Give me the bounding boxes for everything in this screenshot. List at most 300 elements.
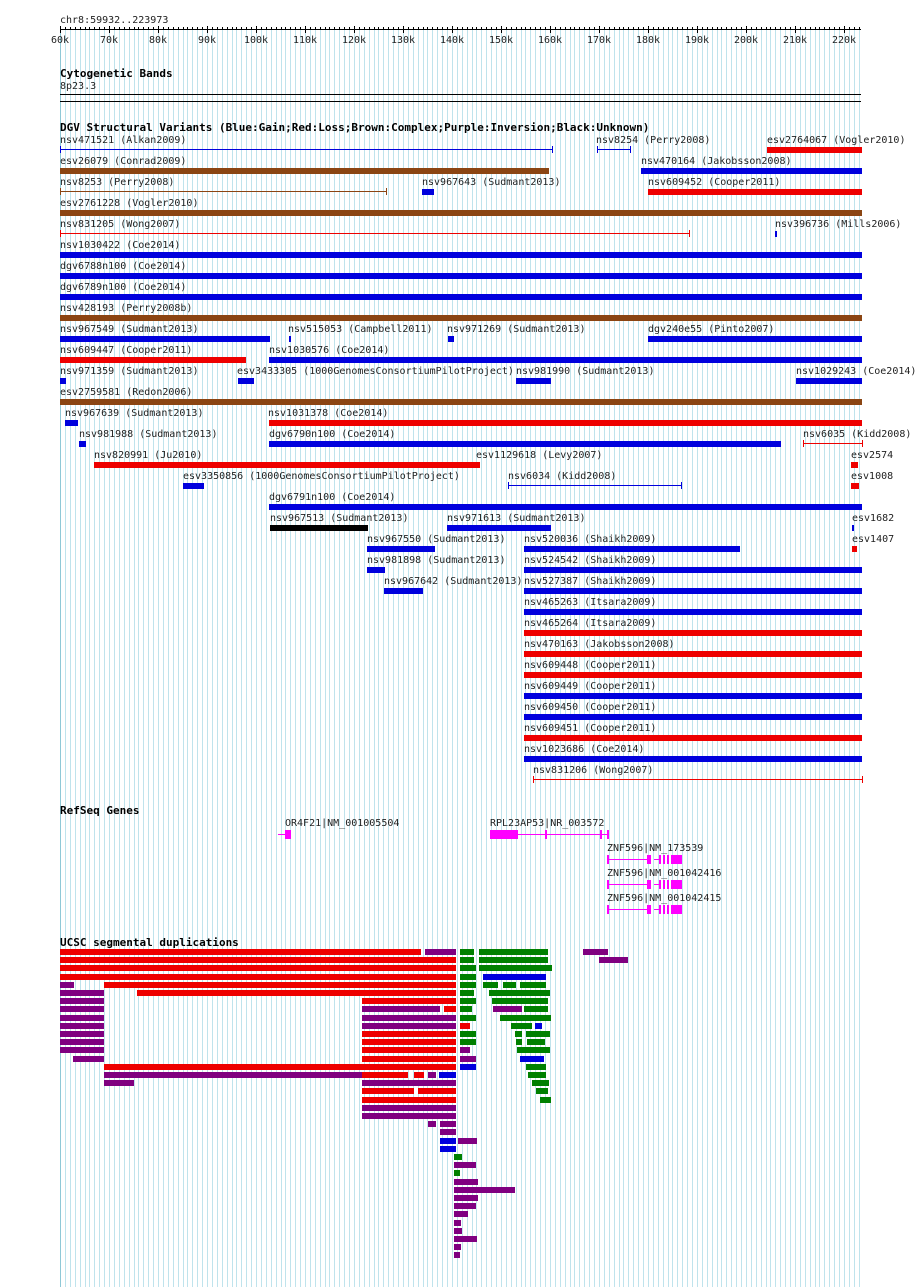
dgv-feature-bar[interactable]	[524, 756, 862, 762]
dgv-feature-bar[interactable]	[269, 504, 862, 510]
cytoband-track-title: Cytogenetic Bands	[60, 67, 173, 80]
segdup-feature[interactable]	[493, 1006, 522, 1012]
dgv-feature-bar[interactable]	[533, 779, 862, 780]
dgv-feature-bar[interactable]	[447, 525, 551, 531]
segdup-feature[interactable]	[460, 982, 476, 988]
dgv-feature-label[interactable]: nsv1023686 (Coe2014)	[524, 744, 645, 755]
segdup-feature[interactable]	[362, 1113, 456, 1119]
ruler-minor-tick	[481, 27, 482, 30]
dgv-feature-bar[interactable]	[269, 441, 781, 447]
segdup-feature[interactable]	[599, 957, 628, 963]
refseq-exon[interactable]	[285, 830, 291, 839]
refseq-exon[interactable]	[671, 880, 682, 889]
dgv-feature-label[interactable]: esv1129618 (Levy2007)	[476, 450, 603, 461]
dgv-feature-bar[interactable]	[238, 378, 254, 384]
ruler-minor-tick	[271, 27, 272, 30]
dgv-feature-bar[interactable]	[367, 546, 435, 552]
segdup-feature[interactable]	[460, 974, 476, 980]
segdup-feature[interactable]	[60, 998, 104, 1004]
dgv-feature-bar[interactable]	[524, 588, 862, 594]
dgv-feature-label[interactable]: esv3433305 (1000GenomesConsortiumPilotProject)	[237, 366, 514, 377]
segdup-feature[interactable]	[479, 949, 548, 955]
ruler-tick-label: 70k	[100, 35, 119, 46]
dgv-feature-label[interactable]: nsv1031378 (Coe2014)	[268, 408, 389, 419]
ruler-minor-tick	[119, 27, 120, 30]
segdup-feature[interactable]	[454, 1195, 478, 1201]
dgv-feature-bar[interactable]	[60, 149, 552, 150]
ruler-minor-tick	[746, 26, 747, 33]
refseq-intron[interactable]	[518, 834, 608, 835]
segdup-feature[interactable]	[479, 965, 552, 971]
segdup-feature[interactable]	[362, 1031, 456, 1037]
dgv-feature-bar[interactable]	[524, 630, 862, 636]
segdup-feature[interactable]	[520, 982, 546, 988]
refseq-exon[interactable]	[607, 830, 609, 839]
segdup-feature[interactable]	[440, 1146, 456, 1152]
dgv-feature-bar[interactable]	[79, 441, 86, 447]
refseq-exon[interactable]	[663, 855, 665, 864]
dgv-feature-label[interactable]: esv26079 (Conrad2009)	[60, 156, 187, 167]
segdup-feature[interactable]	[104, 1064, 456, 1070]
segdup-feature[interactable]	[454, 1170, 460, 1176]
segdup-feature[interactable]	[454, 1203, 476, 1209]
dgv-feature-label[interactable]: nsv6035 (Kidd2008)	[803, 429, 912, 440]
dgv-feature-bar[interactable]	[508, 485, 681, 486]
ruler-minor-tick	[805, 27, 806, 30]
ruler-minor-tick	[251, 27, 252, 30]
segdup-feature[interactable]	[460, 1047, 470, 1053]
dgv-feature-label[interactable]: esv2764067 (Vogler2010)	[767, 135, 906, 146]
segdup-feature[interactable]	[527, 1039, 545, 1045]
segdup-feature[interactable]	[362, 998, 456, 1004]
dgv-feature-bar[interactable]	[448, 336, 454, 342]
ruler-minor-tick	[334, 27, 335, 30]
dgv-feature-bar[interactable]	[60, 357, 246, 363]
segdup-feature[interactable]	[454, 1252, 460, 1258]
segdup-feature[interactable]	[104, 1080, 134, 1086]
dgv-feature-label[interactable]: nsv465263 (Itsara2009)	[524, 597, 657, 608]
refseq-exon[interactable]	[667, 905, 669, 914]
dgv-feature-label[interactable]: nsv515053 (Campbell2011)	[288, 324, 433, 335]
dgv-feature-bar[interactable]	[60, 210, 862, 216]
refseq-gene-label[interactable]: OR4F21|NM_001005504	[285, 818, 400, 829]
segdup-feature[interactable]	[454, 1211, 468, 1217]
dgv-feature-bar[interactable]	[60, 168, 549, 174]
dgv-feature-bar[interactable]	[796, 378, 862, 384]
dgv-feature-bar[interactable]	[803, 443, 862, 444]
dgv-feature-bar[interactable]	[524, 672, 862, 678]
segdup-feature[interactable]	[362, 1088, 414, 1094]
segdup-feature[interactable]	[460, 949, 474, 955]
dgv-feature-label[interactable]: nsv967550 (Sudmant2013)	[367, 534, 506, 545]
dgv-feature-label[interactable]: nsv971269 (Sudmant2013)	[447, 324, 586, 335]
ruler-minor-tick	[697, 26, 698, 33]
refseq-intron[interactable]	[608, 884, 650, 885]
ruler-minor-tick	[104, 27, 105, 30]
segdup-feature[interactable]	[362, 1105, 456, 1111]
dgv-feature-bar[interactable]	[94, 462, 480, 468]
dgv-feature-bar[interactable]	[269, 357, 862, 363]
refseq-exon[interactable]	[663, 880, 665, 889]
dgv-feature-label[interactable]: nsv831206 (Wong2007)	[533, 765, 654, 776]
dgv-feature-bar[interactable]	[524, 567, 862, 573]
dgv-feature-bar[interactable]	[60, 252, 862, 258]
segdup-feature[interactable]	[60, 1006, 104, 1012]
refseq-exon[interactable]	[671, 905, 682, 914]
segdup-feature[interactable]	[460, 1031, 476, 1037]
segdup-feature[interactable]	[428, 1121, 436, 1127]
ruler-minor-tick	[653, 27, 654, 30]
dgv-feature-label[interactable]: nsv967642 (Sudmant2013)	[384, 576, 523, 587]
segdup-feature[interactable]	[460, 1056, 476, 1062]
ruler-tick-label: 140k	[440, 35, 465, 46]
segdup-feature[interactable]	[460, 1015, 476, 1021]
dgv-feature-label[interactable]: esv1008	[851, 471, 894, 482]
segdup-feature[interactable]	[454, 1179, 478, 1185]
segdup-feature[interactable]	[526, 1031, 550, 1037]
ruler-minor-tick	[457, 27, 458, 30]
dgv-feature-label[interactable]: nsv465264 (Itsara2009)	[524, 618, 657, 629]
ruler-minor-tick	[525, 27, 526, 30]
segdup-feature[interactable]	[362, 1097, 456, 1103]
ruler-minor-tick	[222, 27, 223, 30]
dgv-feature-bar[interactable]	[524, 651, 862, 657]
dgv-feature-label[interactable]: esv1407	[852, 534, 895, 545]
segdup-feature[interactable]	[479, 957, 548, 963]
refseq-exon[interactable]	[647, 880, 651, 889]
segdup-feature[interactable]	[503, 982, 516, 988]
segdup-feature[interactable]	[460, 957, 474, 963]
dgv-feature-bar[interactable]	[648, 336, 862, 342]
segdup-feature[interactable]	[362, 1047, 456, 1053]
segdup-feature[interactable]	[454, 1236, 477, 1242]
ruler-minor-tick	[423, 27, 424, 30]
segdup-feature[interactable]	[454, 1220, 461, 1226]
dgv-feature-bar[interactable]	[65, 420, 78, 426]
ruler-minor-tick	[511, 27, 512, 30]
dgv-feature-label[interactable]: nsv609450 (Cooper2011)	[524, 702, 657, 713]
refseq-exon[interactable]	[600, 830, 602, 839]
dgv-feature-label[interactable]: dgv6791n100 (Coe2014)	[269, 492, 396, 503]
dgv-feature-label[interactable]: nsv527387 (Shaikh2009)	[524, 576, 657, 587]
ruler-minor-tick	[751, 27, 752, 30]
dgv-feature-label[interactable]: nsv8254 (Perry2008)	[596, 135, 711, 146]
segdup-feature[interactable]	[425, 949, 456, 955]
dgv-feature-label[interactable]: dgv6789n100 (Coe2014)	[60, 282, 187, 293]
dgv-feature-label[interactable]: nsv1030576 (Coe2014)	[269, 345, 390, 356]
ruler-minor-tick	[712, 27, 713, 30]
dgv-feature-bar[interactable]	[60, 294, 862, 300]
dgv-feature-bar[interactable]	[524, 693, 862, 699]
ruler-minor-tick	[236, 27, 237, 30]
segdup-feature[interactable]	[137, 990, 456, 996]
dgv-feature-label[interactable]: nsv428193 (Perry2008b)	[60, 303, 193, 314]
ruler-minor-tick	[770, 27, 771, 30]
segdup-feature[interactable]	[454, 1244, 461, 1250]
segdup-feature[interactable]	[440, 1129, 456, 1135]
segdup-feature[interactable]	[512, 974, 546, 980]
refseq-exon[interactable]	[490, 830, 518, 839]
ruler-minor-tick	[677, 27, 678, 30]
segdup-feature[interactable]	[414, 1072, 424, 1078]
dgv-feature-label[interactable]: nsv6034 (Kidd2008)	[508, 471, 617, 482]
dgv-feature-label[interactable]: nsv981898 (Sudmant2013)	[367, 555, 506, 566]
ruler-minor-tick	[364, 27, 365, 30]
dgv-feature-label[interactable]: nsv609451 (Cooper2011)	[524, 723, 657, 734]
ruler-minor-tick	[197, 27, 198, 30]
dgv-feature-bar[interactable]	[851, 483, 859, 489]
dgv-feature-bar[interactable]	[641, 168, 862, 174]
dgv-feature-label[interactable]: nsv981988 (Sudmant2013)	[79, 429, 218, 440]
segdup-feature[interactable]	[104, 982, 456, 988]
dgv-feature-label[interactable]: esv2761228 (Vogler2010)	[60, 198, 199, 209]
refseq-exon[interactable]	[663, 905, 665, 914]
dgv-feature-bar[interactable]	[269, 420, 862, 426]
dgv-feature-label[interactable]: nsv967549 (Sudmant2013)	[60, 324, 199, 335]
dgv-feature-label[interactable]: nsv981990 (Sudmant2013)	[516, 366, 655, 377]
segdup-feature[interactable]	[60, 974, 456, 980]
segdup-feature[interactable]	[532, 1080, 549, 1086]
dgv-feature-bar[interactable]	[775, 231, 777, 237]
segdup-feature[interactable]	[540, 1097, 551, 1103]
ruler-minor-tick	[672, 27, 673, 30]
dgv-feature-label[interactable]: nsv609447 (Cooper2011)	[60, 345, 193, 356]
ruler-minor-tick	[256, 26, 257, 33]
segdup-feature[interactable]	[489, 990, 550, 996]
dgv-feature-label[interactable]: nsv396736 (Mills2006)	[775, 219, 902, 230]
dgv-feature-label[interactable]: nsv524542 (Shaikh2009)	[524, 555, 657, 566]
segdup-feature[interactable]	[444, 1006, 456, 1012]
dgv-feature-bar[interactable]	[524, 735, 862, 741]
ruler-minor-tick	[496, 27, 497, 30]
dgv-feature-bar[interactable]	[524, 609, 862, 615]
dgv-feature-label[interactable]: nsv971613 (Sudmant2013)	[447, 513, 586, 524]
dgv-feature-bar[interactable]	[60, 378, 66, 384]
segdup-feature[interactable]	[517, 1047, 550, 1053]
segdup-feature[interactable]	[73, 1056, 104, 1062]
segdup-feature[interactable]	[460, 1039, 476, 1045]
dgv-feature-bar[interactable]	[648, 189, 862, 195]
segdup-feature[interactable]	[526, 1064, 546, 1070]
ruler-minor-tick	[859, 27, 860, 30]
ruler-minor-tick	[545, 27, 546, 30]
segdup-feature[interactable]	[60, 1047, 104, 1053]
refseq-intron[interactable]	[608, 859, 650, 860]
segdup-feature[interactable]	[440, 1138, 456, 1144]
dgv-feature-bar[interactable]	[851, 462, 858, 468]
refseq-exon[interactable]	[659, 905, 661, 914]
dgv-feature-label[interactable]: dgv240e55 (Pinto2007)	[648, 324, 775, 335]
refseq-exon[interactable]	[667, 880, 669, 889]
segdup-feature[interactable]	[583, 949, 608, 955]
segdup-feature[interactable]	[60, 1023, 104, 1029]
ruler-minor-tick	[780, 27, 781, 30]
dgv-feature-bar[interactable]	[367, 567, 385, 573]
segdup-feature[interactable]	[483, 982, 498, 988]
segdup-feature[interactable]	[362, 1006, 440, 1012]
dgv-feature-label[interactable]: nsv967513 (Sudmant2013)	[270, 513, 409, 524]
dgv-feature-label[interactable]: nsv967639 (Sudmant2013)	[65, 408, 204, 419]
refseq-exon[interactable]	[647, 855, 651, 864]
segdup-feature[interactable]	[460, 1023, 470, 1029]
dgv-feature-label[interactable]: nsv1029243 (Coe2014)	[796, 366, 916, 377]
dgv-feature-label[interactable]: nsv471521 (Alkan2009)	[60, 135, 187, 146]
segdup-feature[interactable]	[535, 1023, 542, 1029]
ruler-minor-tick	[374, 27, 375, 30]
dgv-feature-label[interactable]: nsv609449 (Cooper2011)	[524, 681, 657, 692]
ruler-tick-label: 80k	[149, 35, 168, 46]
segdup-feature[interactable]	[362, 1023, 456, 1029]
ruler-minor-tick	[266, 27, 267, 30]
ruler-tick-label: 160k	[538, 35, 563, 46]
segdup-feature[interactable]	[454, 1187, 515, 1193]
ruler-minor-tick	[85, 27, 86, 30]
dgv-feature-label[interactable]: nsv967643 (Sudmant2013)	[422, 177, 561, 188]
segdup-feature[interactable]	[60, 949, 421, 955]
ruler-minor-tick	[570, 27, 571, 30]
dgv-feature-label[interactable]: esv1682	[852, 513, 895, 524]
segdup-feature[interactable]	[454, 1162, 476, 1168]
dgv-feature-bar[interactable]	[422, 189, 434, 195]
dgv-feature-bar[interactable]	[852, 525, 854, 531]
ruler-minor-tick	[761, 27, 762, 30]
dgv-feature-label[interactable]: nsv971359 (Sudmant2013)	[60, 366, 199, 377]
ruler-minor-tick	[540, 27, 541, 30]
dgv-feature-bar[interactable]	[60, 399, 862, 405]
refseq-gene-label[interactable]: ZNF596|NM_173539	[607, 843, 704, 854]
segdup-feature[interactable]	[60, 965, 456, 971]
segdup-feature[interactable]	[520, 1056, 544, 1062]
segdup-feature[interactable]	[528, 1072, 546, 1078]
segdup-feature[interactable]	[362, 1072, 408, 1078]
segdup-feature[interactable]	[515, 1031, 522, 1037]
dgv-feature-bar[interactable]	[476, 462, 480, 468]
segdup-feature[interactable]	[60, 982, 74, 988]
refseq-exon[interactable]	[647, 905, 651, 914]
segdup-feature[interactable]	[439, 1072, 456, 1078]
segdup-feature[interactable]	[500, 1015, 551, 1021]
segdup-feature[interactable]	[516, 1039, 522, 1045]
dgv-feature-bar[interactable]	[289, 336, 291, 342]
ruler-tick-label: 90k	[198, 35, 217, 46]
ruler-minor-tick	[682, 27, 683, 30]
ruler-tick-label: 100k	[244, 35, 269, 46]
dgv-feature-label[interactable]: nsv520036 (Shaikh2009)	[524, 534, 657, 545]
dgv-feature-label[interactable]: nsv1030422 (Coe2014)	[60, 240, 181, 251]
segdup-feature[interactable]	[60, 1015, 104, 1021]
segdup-feature[interactable]	[524, 1006, 548, 1012]
ruler-minor-tick	[388, 27, 389, 30]
dgv-feature-endcap	[681, 482, 682, 489]
refseq-exon[interactable]	[545, 830, 547, 839]
segdup-feature[interactable]	[60, 1031, 104, 1037]
dgv-feature-label[interactable]: nsv8253 (Perry2008)	[60, 177, 175, 188]
segdup-feature[interactable]	[362, 1056, 456, 1062]
refseq-intron[interactable]	[608, 909, 650, 910]
segdup-feature[interactable]	[460, 1006, 472, 1012]
dgv-feature-bar[interactable]	[524, 546, 740, 552]
refseq-gene-label[interactable]: ZNF596|NM_001042416	[607, 868, 722, 879]
segdup-feature[interactable]	[454, 1154, 462, 1160]
ruler-minor-tick	[491, 27, 492, 30]
ruler-minor-tick	[815, 27, 816, 30]
segdup-feature[interactable]	[460, 965, 476, 971]
segdup-feature[interactable]	[362, 1080, 456, 1086]
dgv-feature-bar[interactable]	[270, 525, 368, 531]
dgv-feature-label[interactable]: nsv820991 (Ju2010)	[94, 450, 203, 461]
dgv-feature-bar[interactable]	[852, 546, 857, 552]
segdup-feature[interactable]	[440, 1121, 456, 1127]
ruler-minor-tick	[432, 27, 433, 30]
refseq-exon[interactable]	[671, 855, 682, 864]
ruler-minor-tick	[148, 27, 149, 30]
segdup-feature[interactable]	[362, 1039, 456, 1045]
refseq-exon[interactable]	[659, 880, 661, 889]
segdup-feature[interactable]	[428, 1072, 436, 1078]
ruler-minor-tick	[692, 27, 693, 30]
ruler-minor-tick	[408, 27, 409, 30]
refseq-exon[interactable]	[667, 855, 669, 864]
dgv-feature-label[interactable]: nsv831205 (Wong2007)	[60, 219, 181, 230]
segdup-feature[interactable]	[418, 1088, 456, 1094]
segdup-feature[interactable]	[460, 1064, 476, 1070]
dgv-feature-bar[interactable]	[516, 378, 551, 384]
dgv-feature-label[interactable]: esv2574	[851, 450, 894, 461]
segdup-feature[interactable]	[458, 1138, 477, 1144]
dgv-feature-bar[interactable]	[524, 714, 862, 720]
dgv-feature-bar[interactable]	[60, 273, 862, 279]
ruler-minor-tick	[354, 26, 355, 33]
dgv-feature-bar[interactable]	[60, 233, 689, 234]
segdup-feature[interactable]	[60, 990, 104, 996]
dgv-feature-bar[interactable]	[60, 336, 270, 342]
segdup-feature[interactable]	[362, 1015, 456, 1021]
dgv-feature-endcap	[862, 776, 863, 783]
segdup-feature[interactable]	[511, 1023, 532, 1029]
dgv-feature-label[interactable]: esv2759581 (Redon2006)	[60, 387, 193, 398]
refseq-gene-label[interactable]: ZNF596|NM_001042415	[607, 893, 722, 904]
ruler-minor-tick	[349, 27, 350, 30]
ruler-minor-tick	[829, 27, 830, 30]
refseq-exon[interactable]	[659, 855, 661, 864]
dgv-feature-label[interactable]: nsv470163 (Jakobsson2008)	[524, 639, 675, 650]
segdup-feature[interactable]	[460, 990, 474, 996]
dgv-feature-label[interactable]: esv3350856 (1000GenomesConsortiumPilotProject)	[183, 471, 460, 482]
dgv-feature-bar[interactable]	[597, 149, 630, 150]
segdup-feature[interactable]	[460, 998, 476, 1004]
dgv-feature-label[interactable]: nsv609452 (Cooper2011)	[648, 177, 781, 188]
refseq-gene-label[interactable]: RPL23AP53|NR_003572	[490, 818, 605, 829]
dgv-feature-label[interactable]: nsv609448 (Cooper2011)	[524, 660, 657, 671]
dgv-feature-label[interactable]: nsv470164 (Jakobsson2008)	[641, 156, 792, 167]
ruler-minor-tick	[687, 27, 688, 30]
dgv-feature-bar[interactable]	[183, 483, 204, 489]
segdup-feature[interactable]	[454, 1228, 462, 1234]
dgv-feature-label[interactable]: dgv6790n100 (Coe2014)	[269, 429, 396, 440]
segdup-feature[interactable]	[60, 1039, 104, 1045]
segdup-feature[interactable]	[60, 957, 456, 963]
refseq-track-title: RefSeq Genes	[60, 804, 140, 817]
dgv-feature-label[interactable]: dgv6788n100 (Coe2014)	[60, 261, 187, 272]
dgv-feature-bar[interactable]	[60, 191, 386, 192]
segdup-feature[interactable]	[104, 1072, 362, 1078]
ruler-minor-tick	[766, 27, 767, 30]
dgv-feature-bar[interactable]	[384, 588, 423, 594]
dgv-feature-bar[interactable]	[767, 147, 862, 153]
dgv-feature-bar[interactable]	[60, 315, 862, 321]
segdup-feature[interactable]	[492, 998, 548, 1004]
segdup-feature[interactable]	[536, 1088, 548, 1094]
